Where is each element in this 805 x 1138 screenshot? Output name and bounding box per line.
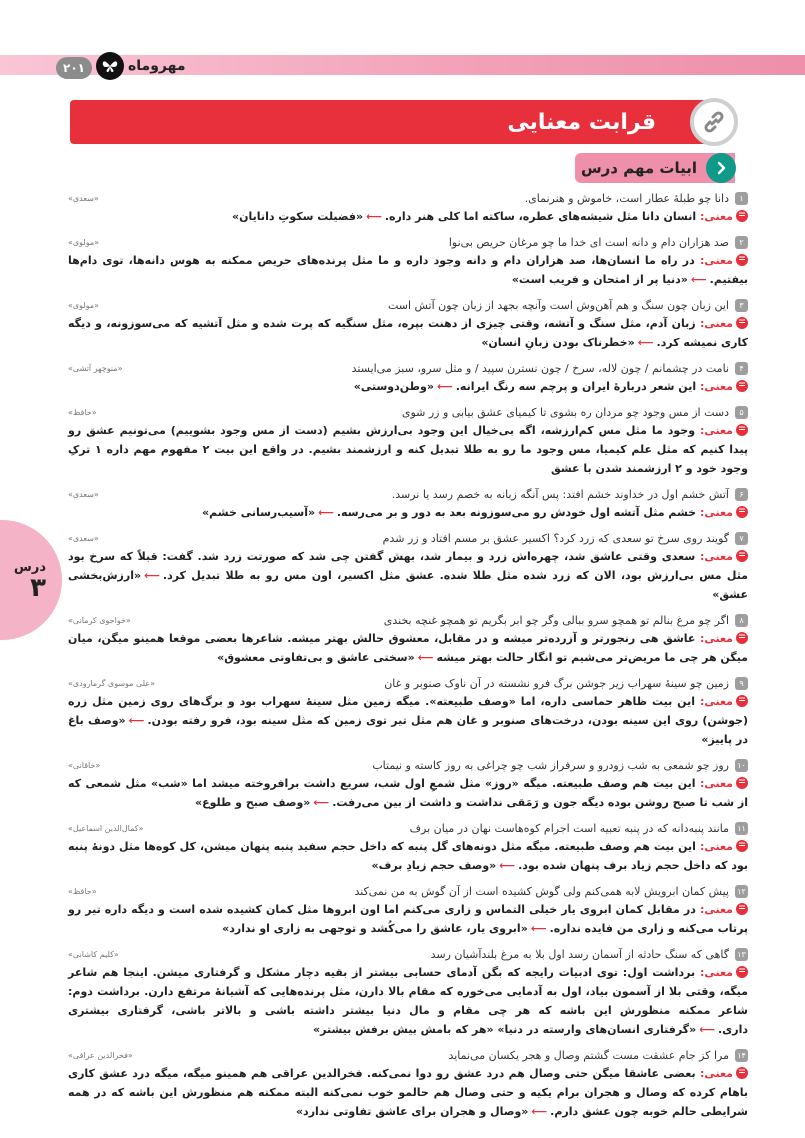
verse-head (68, 946, 748, 963)
speech-bubble-icon (736, 840, 748, 852)
verse-poem: روز چو شمعی به شب زودرو و سرفراز شب چو چراغی به روز کاسته و نیمتاب (372, 759, 729, 772)
speech-bubble-icon (736, 424, 748, 436)
verse-item (68, 486, 748, 522)
speech-bubble-icon (736, 380, 748, 392)
verse-item (68, 946, 748, 1039)
verse-meaning (68, 837, 748, 875)
concept-text: «وصف حجم زیادِ برف» (371, 859, 497, 872)
arrow-left-icon: ⟵ (366, 210, 382, 223)
arrow-left-icon: ⟵ (436, 380, 453, 393)
concept-text: «وصف صبح و طلوع» (194, 796, 311, 809)
verse-poet: «حافظ» (68, 887, 97, 896)
meaning-label: معنی: (699, 1067, 733, 1080)
meaning-label: معنی: (699, 317, 733, 330)
speech-bubble-icon (736, 1067, 748, 1079)
verse-meaning (68, 251, 748, 289)
verse-number: ۷ (735, 532, 748, 545)
lesson-number: ۳ (30, 572, 46, 603)
meaning-text: خشم مثل آتشه اول خودش رو می‌سوزونه بعد به دور و بر می‌رسه. (336, 506, 697, 519)
verse-poet: «مولوی» (68, 301, 100, 310)
meaning-text: سعدی وقتی عاشق شد، چهره‌اش زرد و بیمار شد، بهش گفتن چی شد که صورتت زرد شد. گفت: قبلاً که سرخ بود مثل مس بی‌ارزش بود، الان که زرد شده مثل طلا شده. عشق مثل اکسیر، اون مس رو به طلا تبدیل کرد. (68, 550, 748, 582)
speech-bubble-icon (736, 254, 748, 266)
verse-head (68, 360, 748, 377)
verse-list (68, 190, 748, 1129)
speech-bubble-icon (736, 210, 748, 222)
concept-text: «وصف باغ در پاییز» (68, 714, 748, 746)
arrow-left-icon: ⟵ (530, 922, 547, 935)
verse-poet: «مولوی» (68, 238, 100, 247)
verse-number: ۸ (735, 614, 748, 627)
verse-poem: گویند روی سرخ تو سعدی که زرد کرد؟ اکسیر عشق بر مسم افتاد و زر شدم (382, 532, 729, 545)
meaning-text: این بیت ظاهر حماسی داره، اما «وصف طبیعته». میگه زمین مثل سینهٔ سهراب بود و برگ‌های روی زمین مثل زره (جوشن) روی این سینه بودن، درخت‌های صنوبر و غان هم مثل تیر توی زمین که مثل سینه بود، فرو رفته بودن. (68, 695, 748, 727)
meaning-text: این شعر دربارهٔ ایران و پرچم سه رنگ ایرانه. (455, 380, 697, 393)
verse-meaning (68, 207, 748, 226)
verse-head (68, 612, 748, 629)
lesson-tab (0, 520, 62, 640)
verse-poet: «فخرالدین عراقی» (68, 1051, 133, 1060)
verse-poem: اگر چو مرغ بنالم تو همچو سرو ببالی وگر چو ابر بگریم تو همچو غنچه بخندی (383, 614, 729, 627)
verse-poet: «کلیم کاشانی» (68, 950, 119, 959)
meaning-text: زبان آدم، مثل سنگ و آتشه، وقتی چیزی از دهنت بپره، مثل سنگیه که پرت شده و مثل آتشیه که می‌سوزونه، و دیگه کاری نمیشه کرد. (68, 317, 748, 349)
arrow-left-icon: ⟵ (128, 714, 145, 727)
verse-poem: آتش خشم اول در خداوند خشم افتد: پس آنگه زبانه به خصم رسد یا نرسد. (391, 488, 729, 501)
concept-text: «وصال و هجران برای عاشق تفاوتی ندارد» (295, 1105, 529, 1118)
verse-meaning (68, 629, 748, 667)
concept-text: «فضیلت سکوتِ دانایان» (232, 210, 364, 223)
verse-poet: «خواجوی کرمانی» (68, 616, 131, 625)
verse-item (68, 883, 748, 938)
verse-item (68, 404, 748, 478)
verse-item (68, 757, 748, 812)
verse-item (68, 297, 748, 352)
concept-text: «سختی عاشق و بی‌تفاوتی معشوق» (217, 651, 415, 664)
verse-head (68, 757, 748, 774)
verse-poem: گاهی که سنگ حادثه از آسمان رسد اول بلا به مرغ بلندآشیان رسد (430, 948, 729, 961)
verse-meaning (68, 692, 748, 749)
meaning-label: معنی: (699, 632, 733, 645)
meaning-label: معنی: (699, 380, 733, 393)
section-title: ابیات مهم درس (575, 153, 735, 183)
verse-number: ۱۲ (735, 885, 748, 898)
verse-number: ۱۰ (735, 759, 748, 772)
arrow-left-icon: ⟵ (417, 651, 434, 664)
brand (96, 52, 186, 80)
verse-meaning (68, 314, 748, 352)
speech-bubble-icon (736, 632, 748, 644)
arrow-left-icon: ⟵ (318, 506, 334, 519)
verse-head (68, 820, 748, 837)
speech-bubble-icon (736, 777, 748, 789)
verse-poem: پیش کمان ابرویش لابه همی‌کنم ولی گوش کشیده است از آن گوش به من نمی‌کند (354, 885, 729, 898)
butterfly-logo-icon (96, 52, 124, 80)
verse-head (68, 1047, 748, 1064)
verse-number: ۱ (735, 192, 748, 205)
concept-text: «ارزش‌بخشی عشق» (68, 569, 748, 601)
speech-bubble-icon (736, 966, 748, 978)
verse-meaning (68, 963, 748, 1039)
verse-poet: «کمال‌الدین اسماعیل» (68, 824, 144, 833)
verse-number: ۹ (735, 677, 748, 690)
verse-poem: زمین چو سینهٔ سهراب زیر جوشن برگ فرو نشسته در آن ناوک صنوبر و غان (384, 677, 729, 690)
verse-head (68, 530, 748, 547)
verse-meaning (68, 547, 748, 604)
verse-poem: نامت در چشمانم / چون لاله، سرخ / چون نسترن سپید / و مثل سرو، سبز می‌ایستد (351, 362, 729, 375)
verse-meaning (68, 377, 748, 396)
meaning-text: وجود ما مثل مس کم‌ارزشه، اگه بی‌خیال این وجود بی‌ارزش بشیم (دست از مس وجود بشوییم) می‌تونیم عشق رو پیدا کنیم که مثل علم کیمیا، مس وجود ما رو به طلا تبدیل کنه و ارزشمند بشیم. در واقع این بیت ۲ مفهوم مهم داره ۱ ترکِ وجود خود و ۲ ارزشمند شدن با عشق (68, 424, 748, 475)
meaning-label: معنی: (699, 903, 733, 916)
lesson-label: درس (13, 559, 46, 575)
meaning-label: معنی: (699, 550, 733, 563)
meaning-text: این بیت هم وصف طبیعته. میگه مثل دونه‌های گل پنبه که داخل حجم سفید پنبه پنهان میشن، کل کوه‌ها مثل دونهٔ پنبه بود که داخل حجم زیاد برف پنهان شده بود. (68, 840, 748, 872)
verse-head (68, 675, 748, 692)
verse-number: ۱۴ (735, 1049, 748, 1062)
verse-head (68, 486, 748, 503)
meaning-label: معنی: (699, 254, 733, 267)
verse-poet: «حافظ» (68, 408, 97, 417)
meaning-label: معنی: (699, 966, 733, 979)
verse-number: ۳ (735, 299, 748, 312)
verse-poet: «منوچهر آتشی» (68, 364, 123, 373)
chevron-right-icon (706, 153, 736, 183)
concept-text: «آسیب‌رسانی خشم» (202, 506, 316, 519)
meaning-label: معنی: (699, 506, 733, 519)
brand-name: مهروماه (128, 58, 186, 74)
verse-meaning (68, 503, 748, 522)
verse-item (68, 530, 748, 604)
verse-poet: «سعدی» (68, 534, 99, 543)
meaning-text: این بیت هم وصف طبیعته. میگه «روز» مثل شمعِ اول شب، سریع داشت برافروخته میشد اما «شب» مثل شمعی که از شب تا صبح روشن بوده دیگه جون و رَمَقی نداشت و داشت از بین می‌رفت. (68, 777, 748, 809)
verse-number: ۱۳ (735, 948, 748, 961)
verse-poem: دست از مس وجود چو مردان ره بشوی تا کیمیای عشق بیابی و زر شوی (401, 406, 729, 419)
link-icon (690, 98, 738, 146)
verse-meaning (68, 421, 748, 478)
verse-poem: دانا چو طبلهٔ عطار است، خاموش و هنرنمای. (524, 192, 729, 205)
verse-head (68, 404, 748, 421)
meaning-label: معنی: (699, 424, 733, 437)
concept-text: «وطن‌دوستی» (353, 380, 434, 393)
page-number: ۲۰۱ (56, 57, 92, 79)
verse-item (68, 820, 748, 875)
verse-head (68, 190, 748, 207)
verse-number: ۴ (735, 362, 748, 375)
verse-meaning (68, 1064, 748, 1121)
speech-bubble-icon (736, 506, 748, 518)
meaning-label: معنی: (699, 695, 733, 708)
meaning-text: انسان دانا مثل شیشه‌های عطره، ساکته اما کلی هنر داره. (384, 210, 697, 223)
concept-text: «خطرناک بودن زبانِ انسان» (481, 336, 635, 349)
verse-head (68, 297, 748, 314)
arrow-left-icon: ⟵ (144, 569, 160, 582)
verse-poem: صد هزاران دام و دانه است ای خدا ما چو مرغان حریص بی‌نوا (448, 236, 729, 249)
verse-poet: «خاقانی» (68, 761, 101, 770)
verse-meaning (68, 774, 748, 812)
verse-number: ۶ (735, 488, 748, 501)
verse-item (68, 190, 748, 226)
meaning-text: عاشق هی رنجورتر و آزرده‌تر میشه و در مقابل، معشوق حالش بهتر میشه. شاعرها بعضی موقعا همینو میگن، میان میگن هر چی ما مریض‌تر می‌شیم تو انگار حالت بهتر میشه (68, 632, 748, 664)
page-title: قرابت معنایی (70, 100, 710, 144)
verse-number: ۲ (735, 236, 748, 249)
verse-meaning (68, 900, 748, 938)
verse-item (68, 360, 748, 396)
speech-bubble-icon (736, 317, 748, 329)
meaning-text: بعضی عاشقا میگن حتی وصال هم درد عشق رو دوا نمی‌کنه. فخرالدین عراقی هم همینو میگه، میگه درد عشق کاری باهام کرده که وصال و هجران برام یکیه و حتی وصال هم حالمو خوب نمی‌کنه البته ممکنه هم منظورش این باشه که در همه شرایطی حالم خوبه چون عشق دارم. (68, 1067, 748, 1118)
meaning-text: در مقابل کمان ابروی یار خیلی التماس و زاری می‌کنم اما اون ابروها مثل کمان کشیده شده است و دیگه داره تیر رو پرتاب می‌کنه و زاری من فایده نداره. (68, 903, 748, 935)
arrow-left-icon: ⟵ (531, 1105, 548, 1118)
verse-poem: مرا کز جام عشقت مست گشتم وصال و هجر یکسان می‌نماید (448, 1049, 729, 1062)
arrow-left-icon: ⟵ (699, 1023, 715, 1036)
concept-text: «گرفتاری انسان‌های وارسته در دنیا» «هر که بامش بیش برفش بیشتر» (313, 1023, 697, 1036)
arrow-left-icon: ⟵ (690, 273, 707, 286)
speech-bubble-icon (736, 695, 748, 707)
verse-item (68, 234, 748, 289)
arrow-left-icon: ⟵ (499, 859, 516, 872)
verse-head (68, 883, 748, 900)
speech-bubble-icon (736, 550, 748, 562)
verse-item (68, 612, 748, 667)
verse-head (68, 234, 748, 251)
verse-item (68, 675, 748, 749)
meaning-text: در راه ما انسان‌ها، صد هزاران دام و دانه وجود داره و ما مثل پرنده‌های حریص ممکنه به هوس دانه‌ها، توی دام‌ها بیفتیم. (68, 254, 748, 286)
arrow-left-icon: ⟵ (313, 796, 330, 809)
concept-text: «دنیا پر از امتحان و فریب است» (511, 273, 688, 286)
verse-poem: این زبان چون سنگ و هم آهن‌وش است وآنچه بجهد از زبان چون آتش است (387, 299, 729, 312)
meaning-label: معنی: (699, 777, 733, 790)
verse-poet: «سعدی» (68, 194, 99, 203)
verse-item (68, 1047, 748, 1121)
verse-poem: مانند پنبه‌دانه که در پنبه تعبیه است اجرام کوه‌هاست نهان در میان برف (409, 822, 729, 835)
meaning-text: برداشت اول: توی ادبیات رایجه که بگن آدمای حسابی بیشتر از بقیه دچار مشکل و گرفتاری میشن. اینجا هم شاعر میگه، وقتی بلا از آسمون بیاد، اول به آدمایی می‌خوره که مقام بالا دارن، مثل پرنده‌هایی که آشیانهٔ مرتفع دارن. برداشت دوم: شاعر ممکنه منظورش این باشه که هر چی مقام و مال دنیا بیشتر داشته باشی و بالاتر باشی، گرفتاری بیشتری داری. (68, 966, 748, 1036)
meaning-label: معنی: (699, 840, 733, 853)
concept-text: «ابروی یار، عاشق را می‌کُشد و توجهی به زاری او ندارد» (222, 922, 528, 935)
verse-number: ۵ (735, 406, 748, 419)
verse-number: ۱۱ (735, 822, 748, 835)
meaning-label: معنی: (699, 210, 733, 223)
arrow-left-icon: ⟵ (637, 336, 654, 349)
verse-poet: «علی موسوی گرمارودی» (68, 679, 155, 688)
speech-bubble-icon (736, 903, 748, 915)
verse-poet: «سعدی» (68, 490, 99, 499)
